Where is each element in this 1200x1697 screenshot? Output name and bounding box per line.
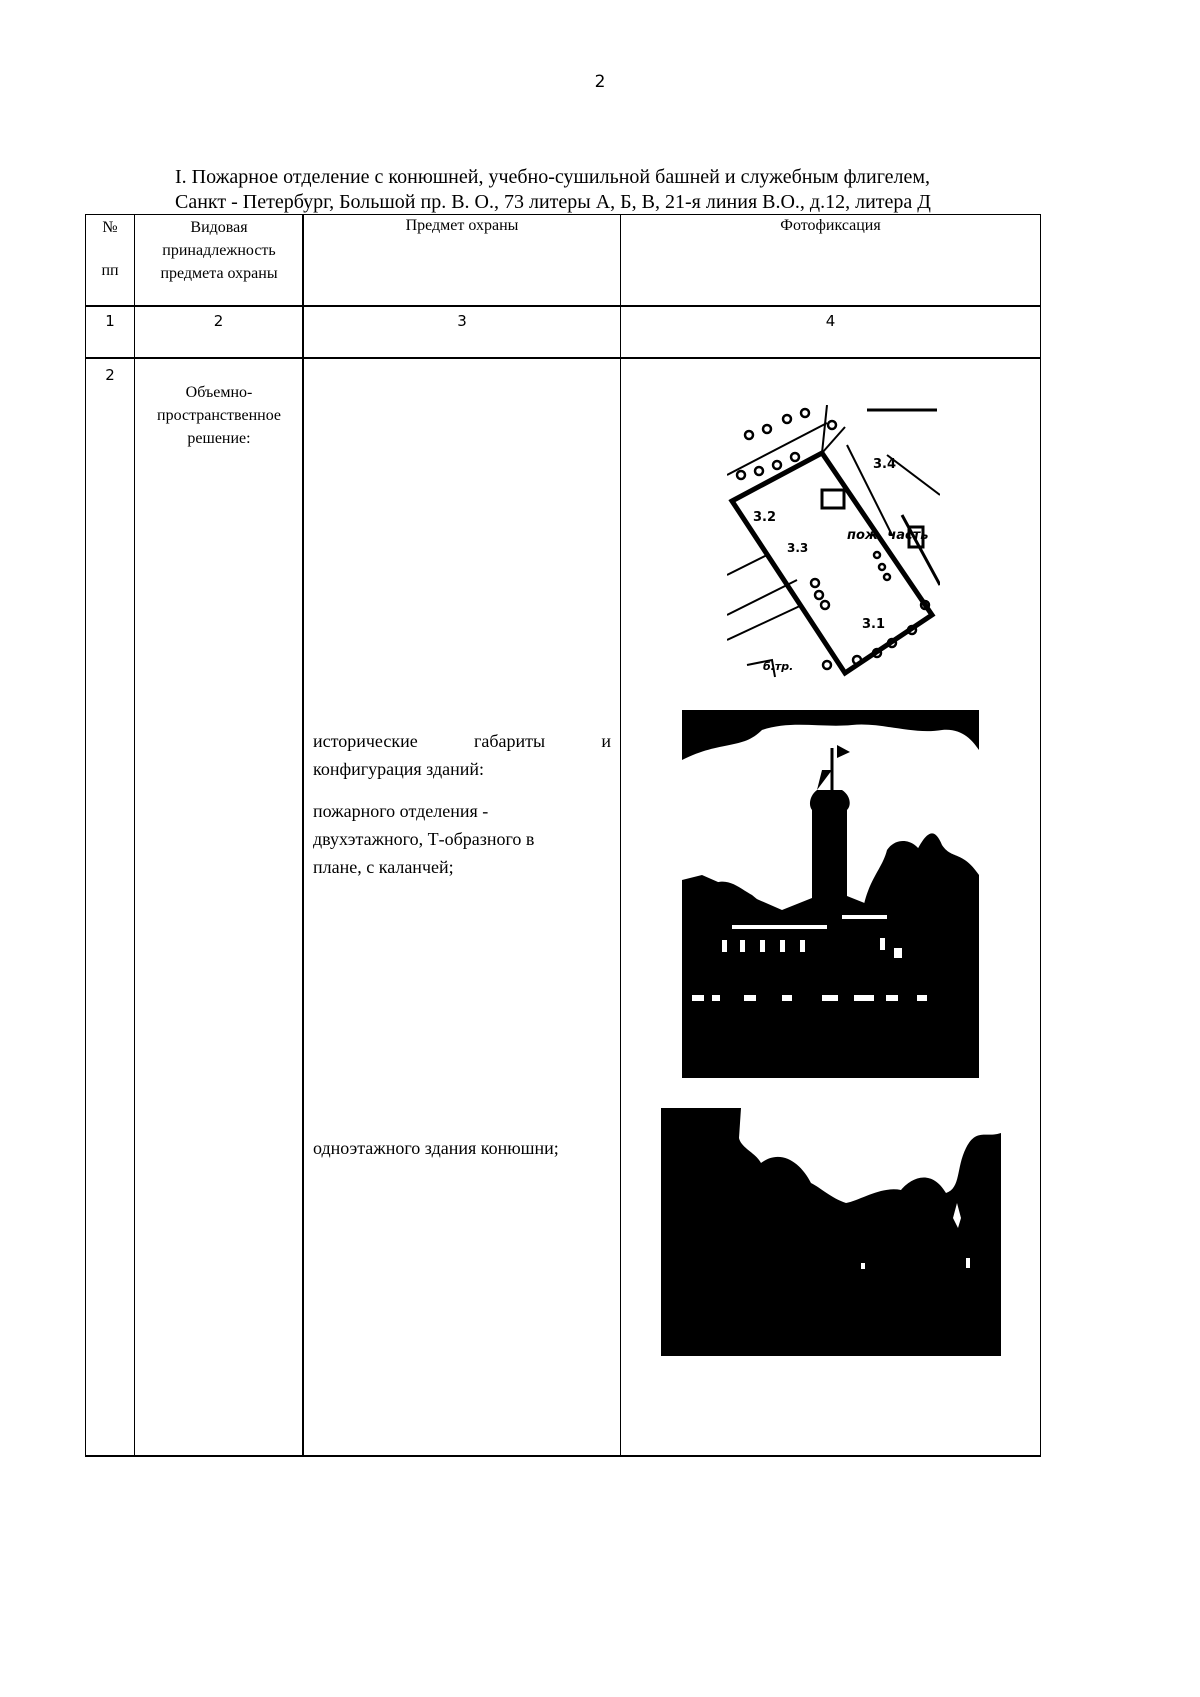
map-label-f: б.тр. [763, 660, 794, 673]
cadastral-map-image [727, 405, 940, 685]
numbering-bottom-border [85, 357, 1041, 359]
map-label-b: 3.2 [753, 510, 777, 525]
subject-dimensions [313, 727, 611, 783]
col-border-3 [620, 214, 621, 1457]
col-number-2: 2 [213, 312, 224, 330]
col-number-3: 3 [457, 312, 467, 330]
col-number-4: 4 [825, 312, 836, 330]
header-bottom-border [85, 305, 1041, 307]
col-border-2 [302, 214, 304, 1457]
header-type: Видовая принадлежность предмета охраны [160, 219, 278, 282]
subject-dimensions-line-1: исторические габариты и [313, 731, 611, 751]
header-number-symbol: № [102, 219, 118, 236]
header-photo: Фотофиксация [780, 217, 881, 234]
subject-fire-station: пожарного отделения - двухэтажного, Т-образного в плане, с каланчей; [313, 801, 535, 877]
subject-stable: одноэтажного здания конюшни; [313, 1138, 559, 1158]
col-number-1: 1 [105, 312, 115, 330]
col-border-right [1040, 214, 1041, 1457]
map-label-a: 3.4 [873, 457, 897, 472]
map-label-d: 3.3 [787, 541, 809, 555]
row-type: Объемно-пространственное решение: [157, 384, 281, 447]
col-border-left [85, 214, 86, 1457]
fire-tower-photo [682, 710, 979, 1078]
page-number: 2 [594, 72, 606, 92]
map-label-e: 3.1 [862, 617, 886, 632]
col-border-1 [134, 214, 135, 1457]
document-title [175, 165, 1055, 215]
stable-building-photo [661, 1108, 1001, 1356]
row-number: 2 [105, 366, 115, 384]
title-line-2: Санкт - Петербург, Большой пр. В. О., 73 литеры А, Б, В, 21-я линия В.О., д.12, литера Д [175, 191, 931, 213]
header-number-pp: пп [101, 262, 119, 279]
table-bottom-border [85, 1455, 1041, 1457]
map-label-c: пож. часть [847, 528, 929, 543]
subject-dimensions-line-2: конфигурация зданий: [313, 759, 485, 779]
header-number [86, 216, 134, 282]
title-line-1: I. Пожарное отделение с конюшней, учебно-сушильной башней и служебным флигелем, [175, 166, 931, 188]
header-subject: Предмет охраны [405, 217, 519, 234]
